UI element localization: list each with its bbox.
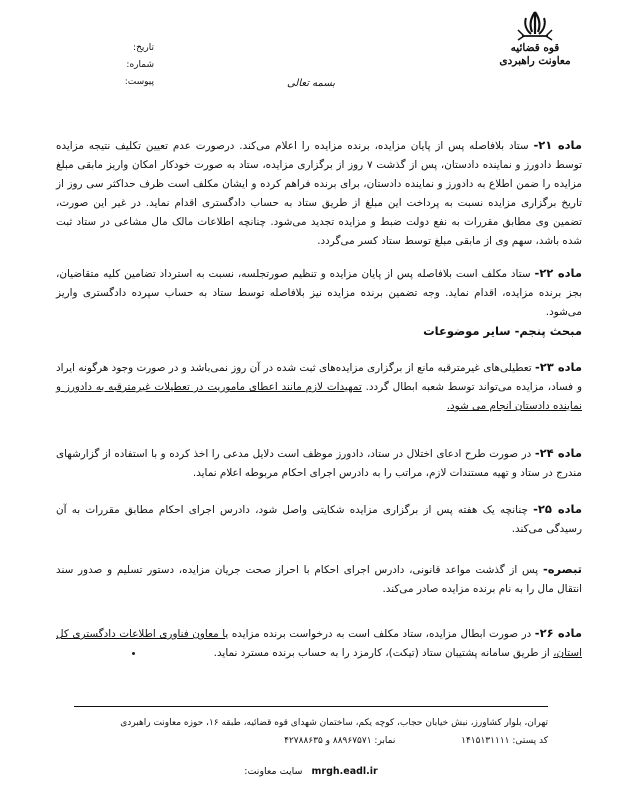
footer-divider bbox=[74, 706, 548, 707]
footer-address: تهران، بلوار کشاورز، نبش خیابان حجاب، کوچه یکم، ساختمان شهدای قوه قضائیه، طبقه ۱۶، حوزه معاونت راهبردی bbox=[120, 718, 548, 728]
note bbox=[56, 560, 582, 599]
underlined-text: تمهیدات لازم مانند اعطای ماموریت در تعطیلات غیرمترقبه به دادورز و نماینده دادستان انجام می شود. bbox=[56, 381, 582, 412]
footer-website bbox=[0, 766, 622, 777]
letterhead bbox=[496, 10, 574, 82]
attachment-label: پیوست: bbox=[124, 77, 154, 87]
note-text: پس از گذشت مواعد قانونی، دادرس اجرای احکام با احراز صحت جریان مزایده، دستور تسلیم و صدور سند انتقال مال را به نام برنده مزایده صادر می‌کند. bbox=[56, 564, 582, 595]
footer-contact bbox=[74, 734, 548, 749]
article-label: ماده ۲۲- bbox=[534, 266, 582, 280]
article-label: ماده ۲۶- bbox=[534, 626, 582, 640]
dept-name: معاونت راهبردی bbox=[499, 55, 571, 67]
article-text: ستاد بلافاصله پس از پایان مزایده، برنده مزایده را اعلام می‌کند. درصورت عدم تعیین تکلیف نتیجه مزایده توسط دادورز و نماینده دادستان، پس از گذشت ۷ روز از برگزاری مزایده، ستاد به صورت خودکار امکان واریز مابقی مبلغ مزایده را ضمن اطلاع به دادورز و نماینده دادستان، برای برنده فراهم کرده و ایشان مکلف است ظرف حداکثر سی روز از تاریخ برگزاری مزایده نسبت به پرداخت این مبلغ از طریق ستاد به حساب دادگستری اقدام نماید. در غیر این صورت، تضمین وی مطابق مقررات به نفع دولت ضبط و مزایده تجدید می‌شود. چنانچه اطلاعات مالک مال مشاعی در ستاد ثبت شده باشد، سهم وی از مابقی مبلغ توسط ستاد کسر می‌گردد. bbox=[56, 140, 582, 247]
website-url[interactable]: mrgh.eadl.ir bbox=[311, 766, 378, 777]
note-label: تبصره- bbox=[542, 562, 582, 576]
basmala: بسمه تعالی bbox=[286, 78, 336, 89]
stray-dot bbox=[132, 652, 135, 655]
article-26 bbox=[56, 624, 582, 663]
website-label: سایت معاونت: bbox=[244, 766, 303, 777]
article-label: ماده ۲۳- bbox=[535, 360, 582, 374]
article-text-end: از طریق سامانه پشتیبان ستاد (تیکت)، کارمزد را به حساب برنده مسترد نماید. bbox=[213, 647, 550, 659]
fax-phone: نمابر: ۸۸۹۶۷۵۷۱ و ۴۲۷۸۸۶۳۵ bbox=[284, 736, 396, 746]
postal-code: کد پستی: ۱۴۱۵۱۳۱۱۱۱ bbox=[461, 736, 548, 746]
article-text: در صورت ابطال مزایده، ستاد مکلف است به درخواست برنده مزایده bbox=[231, 628, 532, 640]
article-text: تعطیلی‌های غیرمترقبه مانع از برگزاری مزایده‌های ثبت شده در آن روز نمی‌باشد و در صورت وجود هرگونه ایراد و فساد، مزایده می‌تواند توسط شعبه ابطال گردد. bbox=[56, 362, 582, 393]
article-label: ماده ۲۵- bbox=[533, 502, 582, 516]
number-label: شماره: bbox=[126, 60, 154, 70]
article-label: ماده ۲۴- bbox=[534, 446, 582, 460]
org-name: قوه قضائیه bbox=[510, 42, 560, 54]
letter-meta bbox=[114, 40, 154, 91]
article-text: در صورت طرح ادعای اختلال در ستاد، دادورز موظف است دلایل مدعی را اخذ کرده و با استفاده از گزارشهای مندرج در ستاد و تهیه مستندات لازم، مراتب را به دادرس اجرای احکام مربوطه اعلام نماید. bbox=[56, 448, 582, 479]
article-label: ماده ۲۱- bbox=[533, 138, 582, 152]
underlined-text: یا معاون فناوری اطلاعات دادگستری کل استان، bbox=[56, 628, 582, 659]
article-25 bbox=[56, 500, 582, 539]
iran-emblem-icon bbox=[514, 10, 556, 42]
article-23 bbox=[56, 358, 582, 416]
article-text: ستاد مکلف است بلافاصله پس از پایان مزایده و تنظیم صورتجلسه، نسبت به استرداد تضامین کلیه متقاضیان، بجز برنده مزایده، اقدام نماید. وجه تضمین برنده مزایده نیز بلافاصله توسط ستاد به حساب سپرده دادگستری واریز می‌شود. bbox=[56, 268, 582, 318]
article-21 bbox=[56, 136, 582, 251]
article-24 bbox=[56, 444, 582, 483]
article-22 bbox=[56, 264, 582, 322]
section-title: مبحث پنجم- سایر موضوعات bbox=[423, 324, 582, 338]
date-label: تاریخ: bbox=[133, 43, 154, 53]
article-text: چنانچه یک هفته پس از برگزاری مزایده شکایتی واصل شود، دادرس اجرای احکام مطابق مقررات به آن رسیدگی می‌کند. bbox=[56, 504, 582, 535]
